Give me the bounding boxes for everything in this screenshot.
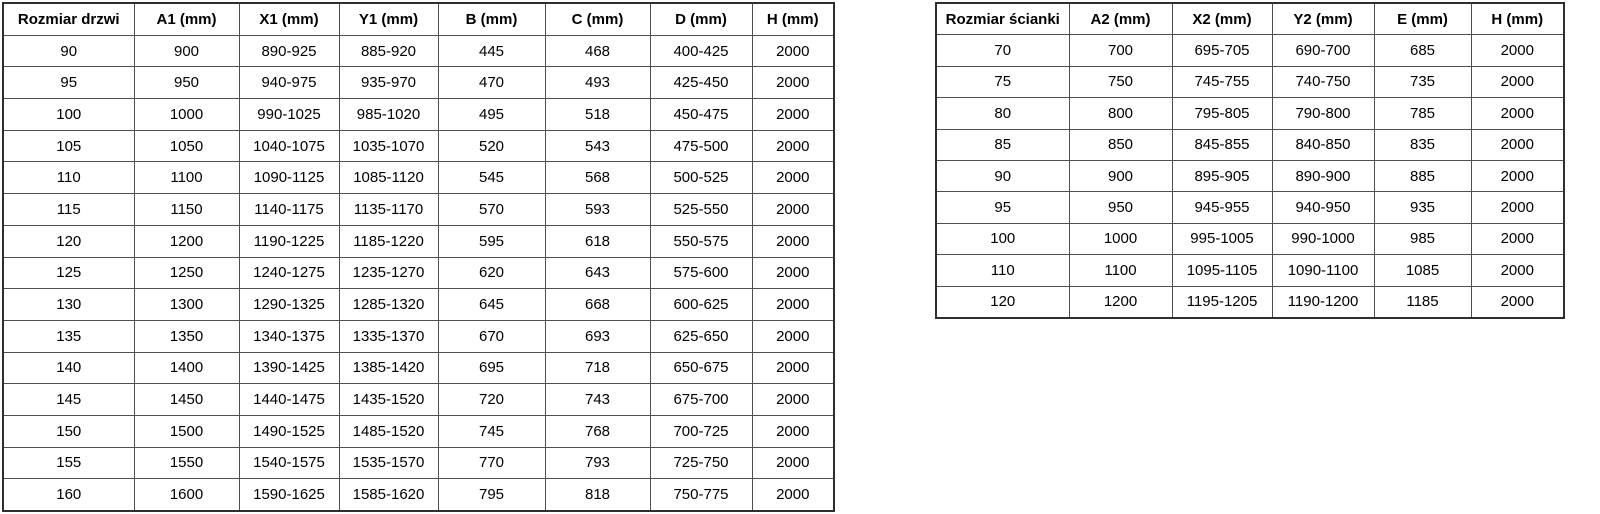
table-cell: 1085-1120 bbox=[339, 162, 438, 194]
table-cell: 1450 bbox=[134, 384, 239, 416]
table-cell: 1590-1625 bbox=[239, 479, 339, 511]
table-cell: 493 bbox=[545, 67, 650, 99]
table-cell: 950 bbox=[134, 67, 239, 99]
table-cell: 900 bbox=[134, 35, 239, 67]
table-cell: 1200 bbox=[134, 225, 239, 257]
table-cell: 550-575 bbox=[650, 225, 752, 257]
table-cell: 840-850 bbox=[1272, 129, 1374, 160]
table-cell: 990-1000 bbox=[1272, 223, 1374, 254]
table-cell: 1185-1220 bbox=[339, 225, 438, 257]
table-cell: 135 bbox=[3, 320, 134, 352]
table-cell: 2000 bbox=[752, 257, 834, 289]
table-cell: 140 bbox=[3, 352, 134, 384]
table-cell: 2000 bbox=[752, 320, 834, 352]
column-header: B (mm) bbox=[438, 3, 545, 35]
table-cell: 940-975 bbox=[239, 67, 339, 99]
table-row bbox=[3, 415, 834, 447]
table-cell: 2000 bbox=[1471, 35, 1564, 66]
table-cell: 950 bbox=[1069, 192, 1172, 223]
table-cell: 518 bbox=[545, 99, 650, 131]
table-cell: 890-925 bbox=[239, 35, 339, 67]
table-cell: 990-1025 bbox=[239, 99, 339, 131]
table-cell: 793 bbox=[545, 447, 650, 479]
table-cell: 2000 bbox=[752, 415, 834, 447]
table-cell: 935 bbox=[1374, 192, 1471, 223]
table-cell: 525-550 bbox=[650, 194, 752, 226]
table-cell: 120 bbox=[936, 286, 1069, 318]
table-cell: 2000 bbox=[1471, 129, 1564, 160]
table-cell: 593 bbox=[545, 194, 650, 226]
table-row bbox=[3, 352, 834, 384]
table-cell: 720 bbox=[438, 384, 545, 416]
table-cell: 160 bbox=[3, 479, 134, 511]
table-cell: 575-600 bbox=[650, 257, 752, 289]
table-cell: 645 bbox=[438, 289, 545, 321]
table-cell: 2000 bbox=[752, 289, 834, 321]
table-cell: 600-625 bbox=[650, 289, 752, 321]
column-header: A1 (mm) bbox=[134, 3, 239, 35]
table-cell: 800 bbox=[1069, 98, 1172, 129]
table-cell: 468 bbox=[545, 35, 650, 67]
table-cell: 850 bbox=[1069, 129, 1172, 160]
table-cell: 940-950 bbox=[1272, 192, 1374, 223]
table-cell: 700 bbox=[1069, 35, 1172, 66]
table-cell: 885 bbox=[1374, 160, 1471, 191]
table-cell: 500-525 bbox=[650, 162, 752, 194]
table-cell: 768 bbox=[545, 415, 650, 447]
table-cell: 1250 bbox=[134, 257, 239, 289]
table-row bbox=[3, 447, 834, 479]
column-header: H (mm) bbox=[1471, 3, 1564, 35]
table-cell: 1085 bbox=[1374, 255, 1471, 286]
table-cell: 1600 bbox=[134, 479, 239, 511]
table-cell: 568 bbox=[545, 162, 650, 194]
table-cell: 985-1020 bbox=[339, 99, 438, 131]
column-header: A2 (mm) bbox=[1069, 3, 1172, 35]
table-cell: 1000 bbox=[1069, 223, 1172, 254]
table-cell: 1200 bbox=[1069, 286, 1172, 318]
table-cell: 155 bbox=[3, 447, 134, 479]
column-header: X2 (mm) bbox=[1172, 3, 1272, 35]
table-cell: 450-475 bbox=[650, 99, 752, 131]
table-cell: 1340-1375 bbox=[239, 320, 339, 352]
table-row bbox=[3, 194, 834, 226]
table-row bbox=[3, 130, 834, 162]
table-cell: 818 bbox=[545, 479, 650, 511]
table-row bbox=[3, 162, 834, 194]
table-cell: 625-650 bbox=[650, 320, 752, 352]
table-cell: 520 bbox=[438, 130, 545, 162]
table-cell: 835 bbox=[1374, 129, 1471, 160]
table-row bbox=[3, 384, 834, 416]
table-cell: 1240-1275 bbox=[239, 257, 339, 289]
table-cell: 695 bbox=[438, 352, 545, 384]
table-cell: 895-905 bbox=[1172, 160, 1272, 191]
column-header: Y2 (mm) bbox=[1272, 3, 1374, 35]
column-header: C (mm) bbox=[545, 3, 650, 35]
table-cell: 100 bbox=[936, 223, 1069, 254]
table-cell: 2000 bbox=[1471, 160, 1564, 191]
table-cell: 885-920 bbox=[339, 35, 438, 67]
column-header: D (mm) bbox=[650, 3, 752, 35]
table-cell: 1440-1475 bbox=[239, 384, 339, 416]
table-cell: 643 bbox=[545, 257, 650, 289]
table-cell: 2000 bbox=[1471, 192, 1564, 223]
table-cell: 2000 bbox=[752, 162, 834, 194]
table-cell: 670 bbox=[438, 320, 545, 352]
table-cell: 2000 bbox=[752, 99, 834, 131]
table-cell: 1485-1520 bbox=[339, 415, 438, 447]
table-cell: 690-700 bbox=[1272, 35, 1374, 66]
table-row bbox=[3, 320, 834, 352]
table-cell: 1185 bbox=[1374, 286, 1471, 318]
table-cell: 700-725 bbox=[650, 415, 752, 447]
table-cell: 743 bbox=[545, 384, 650, 416]
table-cell: 1090-1125 bbox=[239, 162, 339, 194]
table-cell: 890-900 bbox=[1272, 160, 1374, 191]
header-row bbox=[936, 3, 1564, 35]
table-cell: 1400 bbox=[134, 352, 239, 384]
table-cell: 543 bbox=[545, 130, 650, 162]
table-cell: 145 bbox=[3, 384, 134, 416]
table-cell: 693 bbox=[545, 320, 650, 352]
table-row bbox=[936, 286, 1564, 318]
table-cell: 1535-1570 bbox=[339, 447, 438, 479]
table-cell: 1100 bbox=[1069, 255, 1172, 286]
table-cell: 1000 bbox=[134, 99, 239, 131]
table-cell: 2000 bbox=[752, 67, 834, 99]
table-row bbox=[936, 160, 1564, 191]
table-cell: 985 bbox=[1374, 223, 1471, 254]
table-cell: 90 bbox=[3, 35, 134, 67]
table-cell: 725-750 bbox=[650, 447, 752, 479]
table-cell: 1500 bbox=[134, 415, 239, 447]
table-cell: 1435-1520 bbox=[339, 384, 438, 416]
table-cell: 2000 bbox=[1471, 255, 1564, 286]
table-cell: 100 bbox=[3, 99, 134, 131]
table-cell: 1140-1175 bbox=[239, 194, 339, 226]
column-header: E (mm) bbox=[1374, 3, 1471, 35]
table-cell: 95 bbox=[936, 192, 1069, 223]
table-cell: 695-705 bbox=[1172, 35, 1272, 66]
table-cell: 2000 bbox=[1471, 98, 1564, 129]
table-row bbox=[936, 255, 1564, 286]
column-header: Y1 (mm) bbox=[339, 3, 438, 35]
table-cell: 1385-1420 bbox=[339, 352, 438, 384]
table-row bbox=[936, 129, 1564, 160]
table-row bbox=[936, 192, 1564, 223]
table-cell: 80 bbox=[936, 98, 1069, 129]
table-cell: 2000 bbox=[752, 225, 834, 257]
table-cell: 400-425 bbox=[650, 35, 752, 67]
table-cell: 120 bbox=[3, 225, 134, 257]
table-row bbox=[3, 225, 834, 257]
table-row bbox=[3, 99, 834, 131]
table-cell: 2000 bbox=[752, 35, 834, 67]
table-cell: 110 bbox=[3, 162, 134, 194]
table-cell: 115 bbox=[3, 194, 134, 226]
table-cell: 1290-1325 bbox=[239, 289, 339, 321]
table-cell: 475-500 bbox=[650, 130, 752, 162]
table-cell: 1335-1370 bbox=[339, 320, 438, 352]
table-cell: 130 bbox=[3, 289, 134, 321]
table-cell: 1095-1105 bbox=[1172, 255, 1272, 286]
table-cell: 745 bbox=[438, 415, 545, 447]
table-cell: 750-775 bbox=[650, 479, 752, 511]
column-header: H (mm) bbox=[752, 3, 834, 35]
table-cell: 995-1005 bbox=[1172, 223, 1272, 254]
door-size-table bbox=[2, 2, 835, 512]
table-row bbox=[3, 67, 834, 99]
table-row bbox=[936, 223, 1564, 254]
column-header: Rozmiar drzwi bbox=[3, 3, 134, 35]
table-row bbox=[3, 479, 834, 511]
wall-size-table bbox=[935, 2, 1565, 319]
table-cell: 1035-1070 bbox=[339, 130, 438, 162]
table-cell: 668 bbox=[545, 289, 650, 321]
table-cell: 545 bbox=[438, 162, 545, 194]
table-cell: 2000 bbox=[752, 479, 834, 511]
table-cell: 1050 bbox=[134, 130, 239, 162]
table-cell: 1090-1100 bbox=[1272, 255, 1374, 286]
table-cell: 75 bbox=[936, 66, 1069, 97]
table-cell: 125 bbox=[3, 257, 134, 289]
table-cell: 718 bbox=[545, 352, 650, 384]
table-cell: 1390-1425 bbox=[239, 352, 339, 384]
table-cell: 1235-1270 bbox=[339, 257, 438, 289]
table-cell: 2000 bbox=[752, 194, 834, 226]
table-cell: 770 bbox=[438, 447, 545, 479]
table-cell: 900 bbox=[1069, 160, 1172, 191]
column-header: Rozmiar ścianki bbox=[936, 3, 1069, 35]
table-cell: 785 bbox=[1374, 98, 1471, 129]
table-row bbox=[3, 257, 834, 289]
table-cell: 110 bbox=[936, 255, 1069, 286]
table-cell: 790-800 bbox=[1272, 98, 1374, 129]
table-cell: 95 bbox=[3, 67, 134, 99]
table-row bbox=[3, 289, 834, 321]
table-cell: 2000 bbox=[752, 130, 834, 162]
table-cell: 150 bbox=[3, 415, 134, 447]
table-cell: 935-970 bbox=[339, 67, 438, 99]
table-cell: 2000 bbox=[752, 352, 834, 384]
table-cell: 105 bbox=[3, 130, 134, 162]
table-cell: 618 bbox=[545, 225, 650, 257]
table-cell: 1150 bbox=[134, 194, 239, 226]
table-row bbox=[3, 35, 834, 67]
table-cell: 2000 bbox=[1471, 66, 1564, 97]
table-cell: 685 bbox=[1374, 35, 1471, 66]
table-cell: 735 bbox=[1374, 66, 1471, 97]
table-cell: 1190-1225 bbox=[239, 225, 339, 257]
table-cell: 470 bbox=[438, 67, 545, 99]
table-cell: 740-750 bbox=[1272, 66, 1374, 97]
table-cell: 1135-1170 bbox=[339, 194, 438, 226]
table-cell: 2000 bbox=[752, 447, 834, 479]
column-header: X1 (mm) bbox=[239, 3, 339, 35]
table-cell: 70 bbox=[936, 35, 1069, 66]
table-cell: 1040-1075 bbox=[239, 130, 339, 162]
table-cell: 1195-1205 bbox=[1172, 286, 1272, 318]
table-cell: 1100 bbox=[134, 162, 239, 194]
table-cell: 425-450 bbox=[650, 67, 752, 99]
table-cell: 85 bbox=[936, 129, 1069, 160]
table-cell: 1190-1200 bbox=[1272, 286, 1374, 318]
table-cell: 1585-1620 bbox=[339, 479, 438, 511]
header-row bbox=[3, 3, 834, 35]
table-row bbox=[936, 66, 1564, 97]
table-cell: 750 bbox=[1069, 66, 1172, 97]
table-cell: 445 bbox=[438, 35, 545, 67]
table-cell: 595 bbox=[438, 225, 545, 257]
table-cell: 1550 bbox=[134, 447, 239, 479]
table-cell: 2000 bbox=[1471, 223, 1564, 254]
table-cell: 795-805 bbox=[1172, 98, 1272, 129]
table-cell: 1285-1320 bbox=[339, 289, 438, 321]
table-cell: 650-675 bbox=[650, 352, 752, 384]
table-cell: 570 bbox=[438, 194, 545, 226]
table-cell: 1300 bbox=[134, 289, 239, 321]
table-cell: 2000 bbox=[1471, 286, 1564, 318]
table-row bbox=[936, 98, 1564, 129]
table-cell: 620 bbox=[438, 257, 545, 289]
table-cell: 675-700 bbox=[650, 384, 752, 416]
table-cell: 90 bbox=[936, 160, 1069, 191]
table-cell: 795 bbox=[438, 479, 545, 511]
table-cell: 1540-1575 bbox=[239, 447, 339, 479]
table-cell: 2000 bbox=[752, 384, 834, 416]
table-cell: 945-955 bbox=[1172, 192, 1272, 223]
table-cell: 1490-1525 bbox=[239, 415, 339, 447]
table-cell: 1350 bbox=[134, 320, 239, 352]
table-cell: 845-855 bbox=[1172, 129, 1272, 160]
table-row bbox=[936, 35, 1564, 66]
table-cell: 745-755 bbox=[1172, 66, 1272, 97]
table-cell: 495 bbox=[438, 99, 545, 131]
